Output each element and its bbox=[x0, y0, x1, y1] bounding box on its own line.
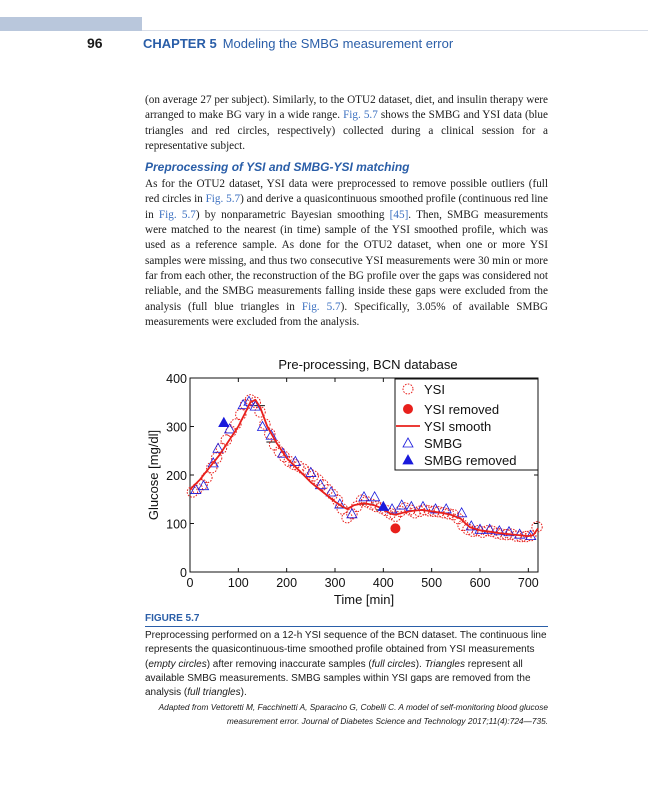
legend-smbg-removed-label: SMBG removed bbox=[424, 453, 517, 468]
chapter-title: Modeling the SMBG measurement error bbox=[222, 36, 454, 51]
x-tick-label: 600 bbox=[469, 576, 491, 590]
caption-italic-4: full triangles bbox=[187, 687, 241, 699]
section-text-1: As for the OTU2 dataset, YSI data were preprocessed to remove possible outliers (full red circles in bbox=[145, 178, 548, 206]
chart-legend bbox=[395, 379, 538, 470]
smbg-removed-point bbox=[219, 418, 229, 427]
legend-ysi-smooth-label: YSI smooth bbox=[424, 419, 492, 434]
caption-text-1: Preprocessing performed on a 12-h YSI sequence of the BCN dataset. The continuous line represents the quasicontinuous-time smoothed profile obtained from YSI measurements ( bbox=[145, 630, 547, 670]
figure-caption bbox=[145, 629, 548, 700]
credit-line-1: Adapted from Vettoretti M, Facchinetti A, Sparacino G, Cobelli C. A model of self-monitoring blood glucose bbox=[158, 702, 548, 712]
figure-label: FIGURE 5.7 bbox=[145, 613, 200, 624]
caption-text-3: ). bbox=[415, 658, 425, 670]
figure-link[interactable]: Fig. 5.7 bbox=[205, 193, 241, 206]
section-text-4: . Then, SMBG measurements were matched to the nearest (in time) sample of the YSI smoothed profile, which was used as a reference sample. As done for the OTU2 dataset, when one or more YSI samples were missing, and thus two consecutive YSI measurements were 30 min or more far from each other, the reconstruction of the BG profile over the gaps was considered not reliable, and the SMBG measurements falling inside these gaps were excluded from the analysis (full blue triangles in bbox=[145, 208, 548, 313]
section-text-2: ) and derive a quasicontinuous smoothed profile (continuous red line in bbox=[145, 193, 548, 221]
intro-text-2: shows the SMBG and YSI data (blue triangles and red circles, respectively) collected during a clinical session for a representative subject. bbox=[145, 109, 548, 153]
figure-link[interactable]: Fig. 5.7 bbox=[158, 208, 196, 221]
x-tick-label: 700 bbox=[517, 576, 539, 590]
section-text-3: ) by nonparametric Bayesian smoothing bbox=[195, 208, 390, 221]
caption-italic-3: Triangles bbox=[424, 658, 465, 670]
x-tick-label: 400 bbox=[372, 576, 394, 590]
caption-italic-1: empty circles bbox=[148, 658, 207, 670]
x-tick-label: 0 bbox=[186, 576, 194, 590]
x-tick-label: 500 bbox=[421, 576, 443, 590]
x-axis-label: Time [min] bbox=[333, 592, 395, 607]
chart-title: Pre-processing, BCN database bbox=[278, 357, 458, 372]
x-tick-label: 100 bbox=[227, 576, 249, 590]
x-tick-label: 200 bbox=[276, 576, 298, 590]
y-tick-label: 300 bbox=[166, 420, 187, 435]
caption-italic-2: full circles bbox=[371, 658, 416, 670]
figure-link[interactable]: Fig. 5.7 bbox=[301, 300, 341, 313]
caption-text-5: ). bbox=[240, 687, 247, 699]
reference-link[interactable]: [45] bbox=[389, 208, 409, 221]
legend-ysi-removed-label: YSI removed bbox=[424, 402, 500, 417]
y-tick-label: 100 bbox=[166, 517, 187, 532]
section-text-5: ). Specifically, 3.05% of available SMBG measurements were excluded from the analysis. bbox=[145, 300, 549, 329]
legend-smbg-label: SMBG bbox=[424, 436, 463, 451]
caption-text-2: ) after removing inaccurate samples ( bbox=[206, 658, 372, 670]
figure-rule bbox=[145, 626, 548, 627]
smbg-point bbox=[359, 492, 369, 501]
y-tick-label: 0 bbox=[180, 566, 187, 580]
legend-ysi-label: YSI bbox=[424, 382, 445, 397]
y-tick-label: 200 bbox=[166, 469, 187, 483]
smbg-removed-point bbox=[378, 502, 388, 511]
page-number: 96 bbox=[87, 35, 103, 51]
caption-text-4: represent all available SMBG measurements. SMBG samples within YSI gaps are removed from the analysis ( bbox=[145, 658, 531, 699]
intro-text-1: (on average 27 per subject). Similarly, to the OTU2 dataset, diet, and insulin therapy were arranged to make BG vary in a wide range. bbox=[145, 94, 548, 122]
figure-link[interactable]: Fig. 5.7 bbox=[343, 109, 378, 122]
chapter-label: CHAPTER 5 bbox=[143, 36, 217, 51]
x-tick-label: 300 bbox=[324, 576, 346, 590]
legend-ysi-removed-symbol bbox=[404, 405, 413, 414]
credit-line-2: measurement error. Journal of Diabetes Science and Technology 2017;11(4):724—735. bbox=[226, 716, 548, 726]
section-heading: Preprocessing of YSI and SMBG-YSI matching bbox=[145, 160, 410, 174]
y-tick-label: 400 bbox=[166, 372, 187, 386]
y-axis-label: Glucose [mg/dl] bbox=[146, 429, 161, 521]
figure-credit bbox=[145, 700, 548, 728]
ysi-removed-point bbox=[391, 524, 400, 533]
